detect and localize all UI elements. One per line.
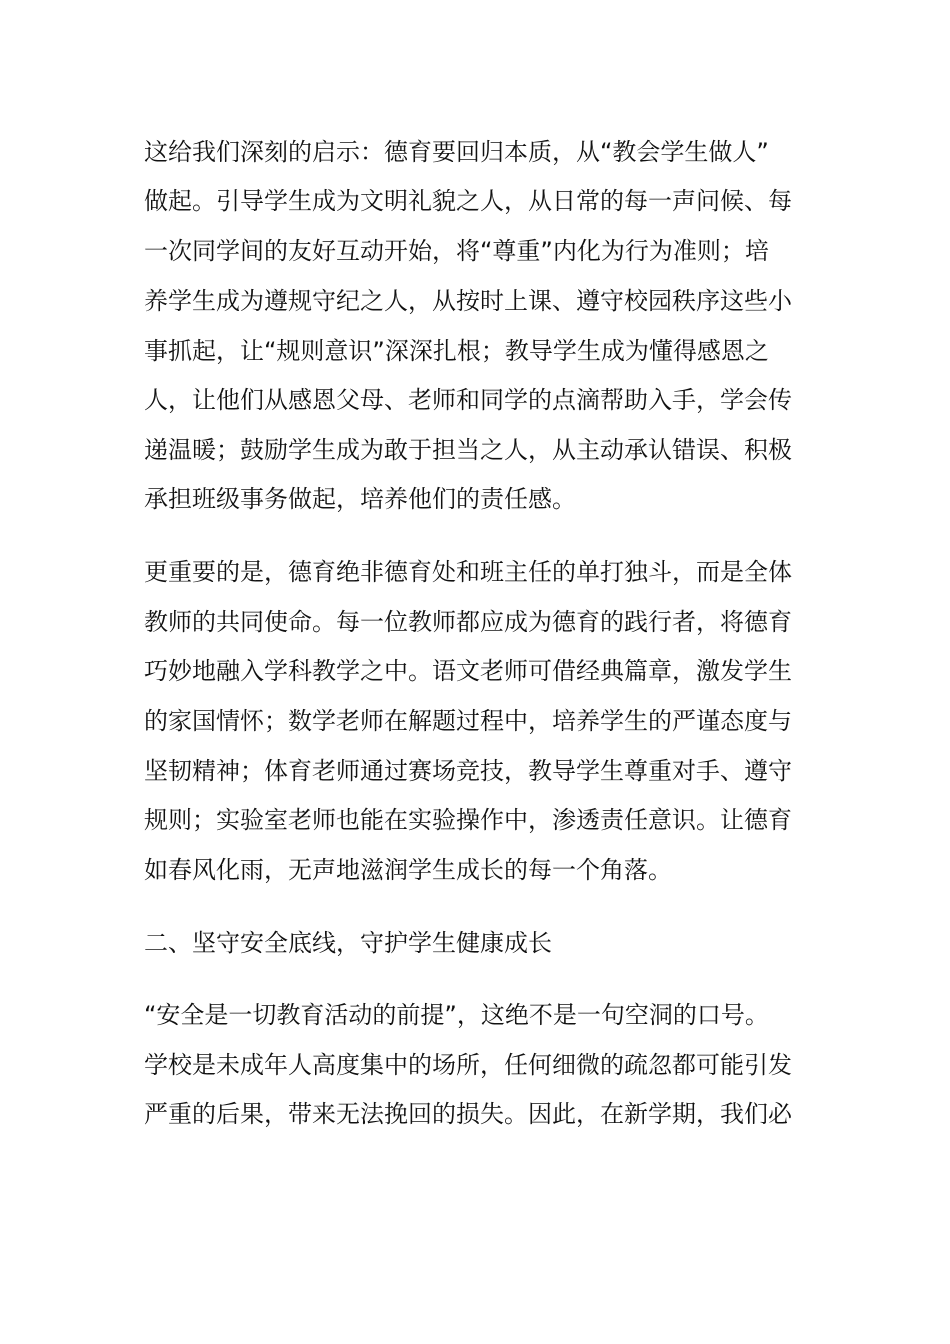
text-line: 这给我们深刻的启示：德育要回归本质，从“教会学生做人”	[144, 138, 769, 166]
text-line: 规则；实验室老师也能在实验操作中，渗透责任意识。让德育	[144, 806, 792, 834]
text-line: 人，让他们从感恩父母、老师和同学的点滴帮助入手，学会传	[144, 386, 792, 414]
text-line: 巧妙地融入学科教学之中。语文老师可借经典篇章，激发学生	[144, 657, 792, 685]
text-line: 事抓起，让“规则意识”深深扎根；教导学生成为懂得感恩之	[144, 337, 769, 365]
text-line: 养学生成为遵规守纪之人，从按时上课、遵守校园秩序这些小	[144, 287, 792, 315]
text-line: 做起。引导学生成为文明礼貌之人，从日常的每一声问候、每	[144, 187, 792, 215]
text-line: 严重的后果，带来无法挽回的损失。因此，在新学期，我们必	[144, 1100, 792, 1128]
text-line: 承担班级事务做起，培养他们的责任感。	[144, 485, 576, 513]
heading-text: 二、坚守安全底线，守护学生健康成长	[144, 929, 552, 957]
text-line: 一次同学间的友好互动开始，将“尊重”内化为行为准则；培	[144, 237, 769, 265]
text-line: 更重要的是，德育绝非德育处和班主任的单打独斗，而是全体	[144, 558, 792, 586]
text-line: 如春风化雨，无声地滋润学生成长的每一个角落。	[144, 856, 672, 884]
text-line: 坚韧精神；体育老师通过赛场竞技，教导学生尊重对手、遵守	[144, 757, 792, 785]
text-line: 递温暖；鼓励学生成为敢于担当之人，从主动承认错误、积极	[144, 436, 792, 464]
text-line: 学校是未成年人高度集中的场所，任何细微的疏忽都可能引发	[144, 1051, 792, 1079]
text-line: 的家国情怀；数学老师在解题过程中，培养学生的严谨态度与	[144, 707, 792, 735]
text-line: “安全是一切教育活动的前提”，这绝不是一句空洞的口号。	[144, 1001, 769, 1029]
text-line: 教师的共同使命。每一位教师都应成为德育的践行者，将德育	[144, 608, 792, 636]
